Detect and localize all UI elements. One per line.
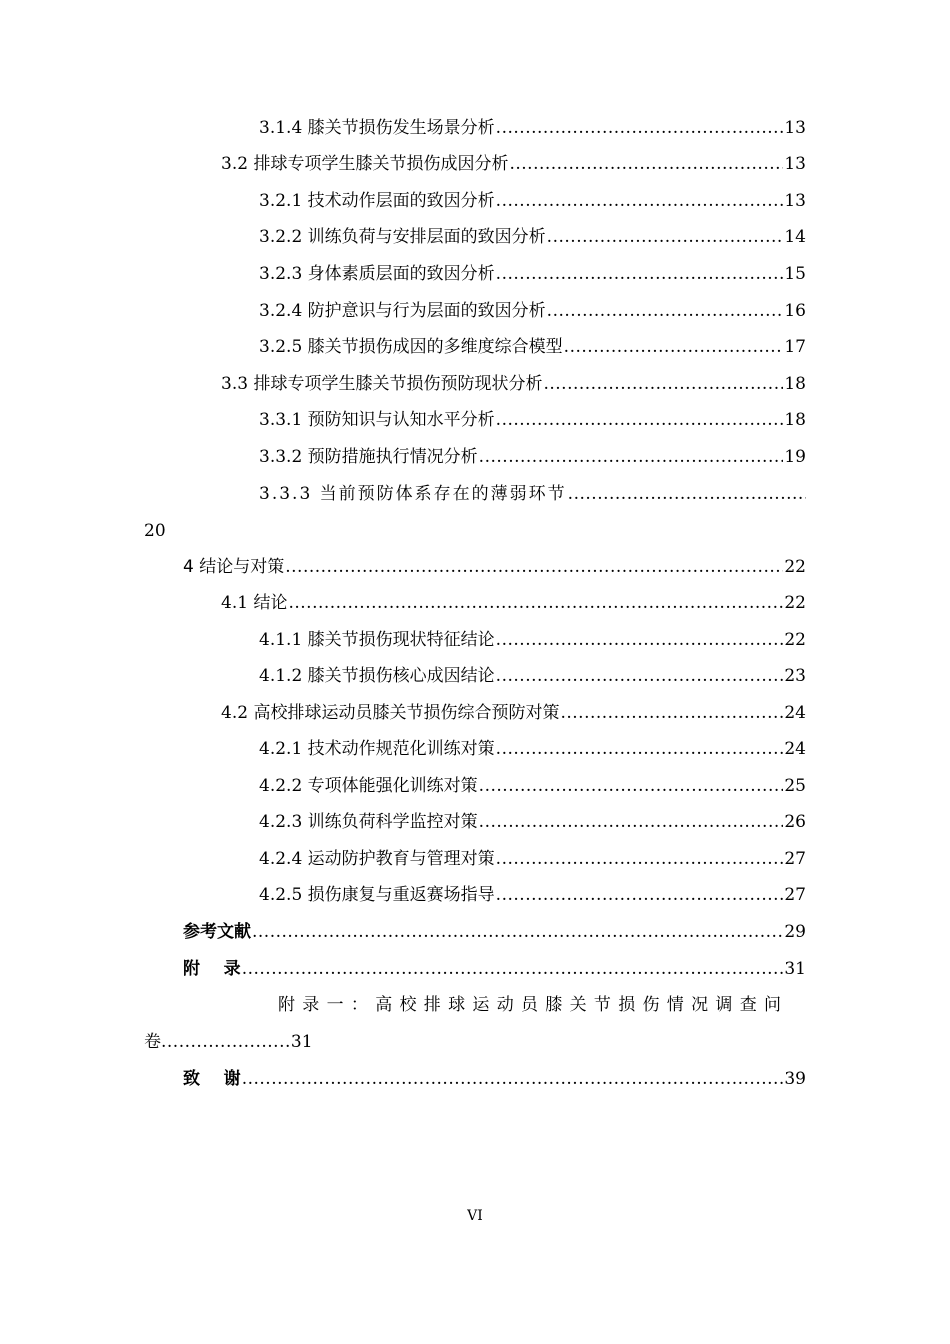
toc-entry-page: 15 [784, 264, 806, 284]
toc-entry-label: 3.3 排球专项学生膝关节损伤预防现状分析 [221, 374, 543, 394]
toc-entry-label: 4.2.5 损伤康复与重返赛场指导 [259, 885, 495, 905]
toc-entry-label: 附 录 [183, 959, 241, 979]
toc-entry-page: 18 [784, 410, 806, 430]
toc-entry[interactable] [259, 190, 806, 212]
toc-entry-label: 附录一：高校排球运动员膝关节损伤情况调查问 [278, 995, 789, 1015]
toc-entry[interactable] [221, 702, 806, 724]
toc-entry-page: 22 [784, 630, 806, 650]
toc-entry-label: 4.1.1 膝关节损伤现状特征结论 [259, 630, 495, 650]
toc-entry-page: 16 [784, 301, 806, 321]
toc-entry[interactable] [259, 738, 806, 760]
toc-entry-page: 26 [784, 812, 806, 832]
toc-entry-page: 18 [784, 374, 806, 394]
toc-leader-dots [242, 1068, 784, 1090]
toc-entry-page: 13 [784, 154, 806, 174]
toc-entry-label: 4.2.1 技术动作规范化训练对策 [259, 739, 495, 759]
toc-leader-dots [496, 848, 784, 870]
toc-entry-appendix-one-label [144, 994, 806, 1016]
toc-leader-dots [496, 263, 784, 285]
toc-entry-label: 3.3.2 预防措施执行情况分析 [259, 447, 478, 467]
toc-leader-dots [509, 153, 783, 175]
toc-entry-page: 27 [784, 885, 806, 905]
toc-entry-page: 22 [784, 593, 806, 613]
toc-entry[interactable] [221, 592, 806, 614]
toc-leader-dots [547, 226, 784, 248]
toc-entry[interactable] [259, 811, 806, 833]
toc-entry-label: 3.1.4 膝关节损伤发生场景分析 [259, 118, 495, 138]
toc-entry[interactable] [183, 556, 806, 578]
toc-entry[interactable] [259, 848, 806, 870]
toc-entry-page: 19 [784, 447, 806, 467]
toc-entry[interactable] [259, 263, 806, 285]
toc-entry-page: 13 [784, 118, 806, 138]
toc-entry-label: 4.2.2 专项体能强化训练对策 [259, 776, 478, 796]
toc-entry-appendix-one[interactable] [144, 994, 806, 1054]
toc-entry-page: 31 [290, 1032, 313, 1052]
toc-leader-dots [560, 702, 783, 724]
toc-leader-dots [496, 190, 784, 212]
toc-entry-label: 3.2.3 身体素质层面的致因分析 [259, 264, 495, 284]
toc-entry-page: 24 [784, 739, 806, 759]
toc-entry-appendix[interactable] [183, 958, 806, 980]
toc-leader-dots [242, 958, 784, 980]
toc-leader-dots [543, 373, 783, 395]
toc-entry-label: 4.2.4 运动防护教育与管理对策 [259, 849, 495, 869]
toc-entry-label: 4.2 高校排球运动员膝关节损伤综合预防对策 [221, 703, 560, 723]
toc-entry[interactable] [259, 409, 806, 431]
toc-entry-label: 3.2.1 技术动作层面的致因分析 [259, 191, 495, 211]
toc-entry-label: 3.3.1 预防知识与认知水平分析 [259, 410, 495, 430]
toc-entry-label: 致 谢 [183, 1069, 241, 1089]
toc-entry[interactable] [259, 446, 806, 468]
toc-leader-dots [568, 483, 806, 505]
toc-entry-page: 24 [784, 703, 806, 723]
toc-entry-acknowledgements[interactable] [183, 1068, 806, 1090]
toc-leader-dots [252, 921, 783, 943]
toc-entry-label-continued: 卷 [144, 1032, 161, 1052]
toc-entry-page: 31 [784, 959, 806, 979]
toc-entry[interactable] [259, 775, 806, 797]
toc-entry-page: 39 [784, 1069, 806, 1089]
toc-entry[interactable] [221, 153, 806, 175]
toc-leader-dots [496, 884, 784, 906]
toc-entry-page: 20 [144, 521, 166, 541]
toc-entry-label: 4.2.3 训练负荷科学监控对策 [259, 812, 478, 832]
toc-leader-dots [496, 409, 784, 431]
toc-entry[interactable] [259, 226, 806, 248]
toc-entry[interactable] [221, 373, 806, 395]
toc-entry-label: 4.1.2 膝关节损伤核心成因结论 [259, 666, 495, 686]
page-number: VI [467, 1208, 483, 1224]
toc-entry[interactable] [259, 629, 806, 651]
toc-leader-dots [285, 556, 783, 578]
toc-leader-dots [547, 300, 784, 322]
toc-leader-dots [479, 811, 784, 833]
toc-entry-label: 参考文献 [183, 922, 251, 942]
toc-leader-dots [496, 117, 784, 139]
toc-entry-label: 3.2.5 膝关节损伤成因的多维度综合模型 [259, 337, 563, 357]
toc-entry[interactable] [259, 117, 806, 139]
toc-entry-label: 3.3.3 当前预防体系存在的薄弱环节 [259, 484, 567, 504]
toc-entry-page: 27 [784, 849, 806, 869]
toc-entry-label: 3.2.4 防护意识与行为层面的致因分析 [259, 301, 546, 321]
toc-entry[interactable] [259, 300, 806, 322]
toc-entry[interactable] [259, 336, 806, 358]
toc-entry[interactable] [259, 665, 806, 687]
toc-leader-dots [479, 775, 784, 797]
toc-leader-dots [479, 446, 784, 468]
toc-entry-references[interactable] [183, 921, 806, 943]
toc-entry-page: 17 [784, 337, 806, 357]
toc-entry-page: 14 [784, 227, 806, 247]
toc-entry-page: 13 [784, 191, 806, 211]
toc-entry-page: 25 [784, 776, 806, 796]
toc-entry-page: 22 [784, 557, 806, 577]
toc-entry-label: 4.1 结论 [221, 593, 288, 613]
toc-entry-page: 23 [784, 666, 806, 686]
toc-entry-label: 3.2.2 训练负荷与安排层面的致因分析 [259, 227, 546, 247]
toc-entry[interactable] [259, 483, 807, 505]
toc-leader-dots [288, 592, 783, 614]
toc-leader-dots [496, 665, 784, 687]
toc-entry-label: 3.2 排球专项学生膝关节损伤成因分析 [221, 154, 509, 174]
toc-leader-dots: ...................... [161, 1032, 291, 1052]
toc-entry[interactable] [259, 884, 806, 906]
toc-entry-page: 29 [784, 922, 806, 942]
toc-leader-dots [496, 738, 784, 760]
toc-leader-dots [496, 629, 784, 651]
toc-entry-label: 4 结论与对策 [183, 557, 285, 577]
toc-leader-dots [564, 336, 784, 358]
